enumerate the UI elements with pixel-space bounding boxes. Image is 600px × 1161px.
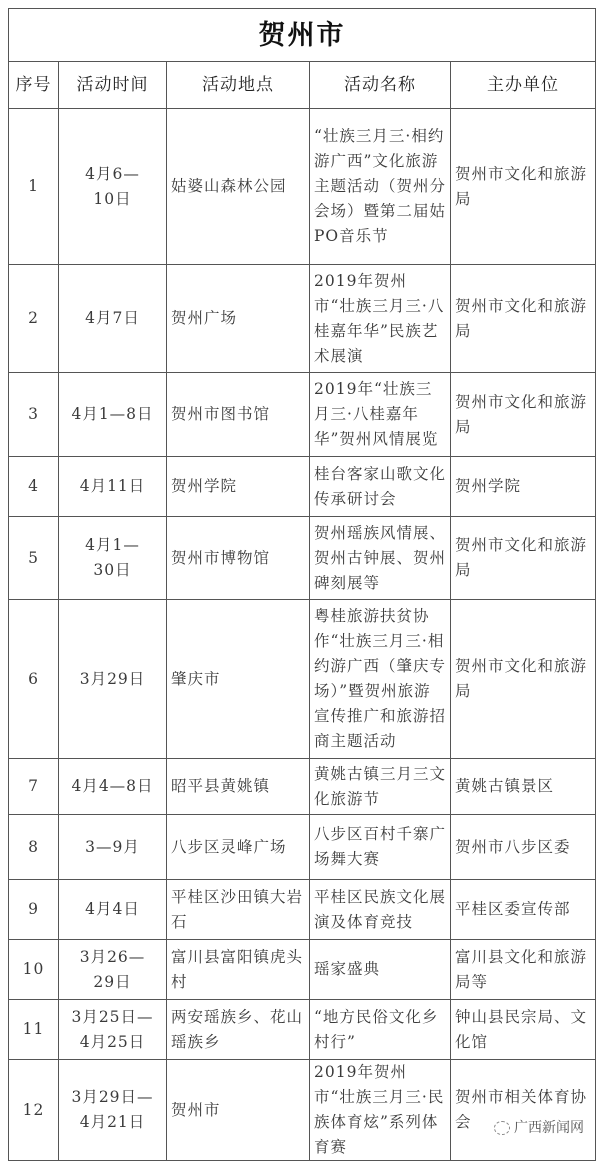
cell-no: 1 <box>9 109 59 265</box>
cell-no: 7 <box>9 759 59 815</box>
cell-place: 贺州市博物馆 <box>167 517 310 600</box>
header-time: 活动时间 <box>59 62 167 109</box>
cell-org: 平桂区委宣传部 <box>451 880 596 940</box>
table-row <box>9 759 596 815</box>
cell-place: 肇庆市 <box>167 600 310 759</box>
table-row <box>9 1000 596 1060</box>
table-row <box>9 940 596 1000</box>
cell-place: 两安瑶族乡、花山瑶族乡 <box>167 1000 310 1060</box>
table-row <box>9 457 596 517</box>
cell-place: 贺州学院 <box>167 457 310 517</box>
cell-no: 2 <box>9 265 59 373</box>
cell-place: 贺州广场 <box>167 265 310 373</box>
table-title: 贺州市 <box>9 9 596 62</box>
table-row <box>9 517 596 600</box>
cell-place: 富川县富阳镇虎头村 <box>167 940 310 1000</box>
cell-no: 4 <box>9 457 59 517</box>
cell-name: 平桂区民族文化展演及体育竞技 <box>310 880 451 940</box>
cell-no: 5 <box>9 517 59 600</box>
cell-no: 12 <box>9 1060 59 1161</box>
cell-time: 4月4—8日 <box>59 759 167 815</box>
watermark-text: 广西新闻网 <box>514 1120 584 1136</box>
header-row <box>9 62 596 109</box>
events-table <box>8 8 596 1161</box>
cell-org: 贺州学院 <box>451 457 596 517</box>
cell-name: 2019年“壮族三月三·八桂嘉年华”贺州风情展览 <box>310 373 451 457</box>
table-row <box>9 600 596 759</box>
cell-time: 4月4日 <box>59 880 167 940</box>
cell-name: 粤桂旅游扶贫协作“壮族三月三·相约游广西（肇庆专场）”暨贺州旅游宣传推广和旅游招商主题活动 <box>310 600 451 759</box>
cell-no: 9 <box>9 880 59 940</box>
table-row <box>9 1060 596 1161</box>
cell-place: 昭平县黄姚镇 <box>167 759 310 815</box>
cell-no: 8 <box>9 815 59 880</box>
cell-no: 3 <box>9 373 59 457</box>
cell-time: 4月1—8日 <box>59 373 167 457</box>
cell-org: 黄姚古镇景区 <box>451 759 596 815</box>
cell-place: 姑婆山森林公园 <box>167 109 310 265</box>
cell-time: 4月11日 <box>59 457 167 517</box>
header-no: 序号 <box>9 62 59 109</box>
cell-org: 贺州市相关体育协会 <box>451 1060 596 1161</box>
table-row <box>9 109 596 265</box>
cell-time: 4月7日 <box>59 265 167 373</box>
cell-name: “地方民俗文化乡村行” <box>310 1000 451 1060</box>
cell-time: 3月29日 <box>59 600 167 759</box>
cell-name: 贺州瑶族风情展、贺州古钟展、贺州碑刻展等 <box>310 517 451 600</box>
cell-place: 八步区灵峰广场 <box>167 815 310 880</box>
cell-time: 3—9月 <box>59 815 167 880</box>
cell-time: 3月26— 29日 <box>59 940 167 1000</box>
cell-time: 4月1— 30日 <box>59 517 167 600</box>
cell-place: 贺州市图书馆 <box>167 373 310 457</box>
watermark <box>492 1117 586 1137</box>
cell-time: 3月25日— 4月25日 <box>59 1000 167 1060</box>
cell-org: 贺州市文化和旅游局 <box>451 109 596 265</box>
table-row <box>9 373 596 457</box>
cell-name: “壮族三月三·相约游广西”文化旅游主题活动（贺州分会场）暨第二届姑PO音乐节 <box>310 109 451 265</box>
header-place: 活动地点 <box>167 62 310 109</box>
cell-time: 3月29日— 4月21日 <box>59 1060 167 1161</box>
cell-no: 6 <box>9 600 59 759</box>
cell-place: 平桂区沙田镇大岩石 <box>167 880 310 940</box>
cell-name: 2019年贺州市“壮族三月三·八桂嘉年华”民族艺术展演 <box>310 265 451 373</box>
cell-org: 富川县文化和旅游局等 <box>451 940 596 1000</box>
cell-name: 2019年贺州市“壮族三月三·民族体育炫”系列体育赛 <box>310 1060 451 1161</box>
cell-org: 贺州市八步区委 <box>451 815 596 880</box>
cell-org: 贺州市文化和旅游局 <box>451 517 596 600</box>
cell-org: 贺州市文化和旅游局 <box>451 600 596 759</box>
table-row <box>9 265 596 373</box>
wechat-icon <box>494 1121 510 1135</box>
cell-no: 10 <box>9 940 59 1000</box>
cell-no: 11 <box>9 1000 59 1060</box>
table-row <box>9 815 596 880</box>
cell-name: 八步区百村千寨广场舞大赛 <box>310 815 451 880</box>
header-org: 主办单位 <box>451 62 596 109</box>
table-row <box>9 880 596 940</box>
cell-org: 钟山县民宗局、文化馆 <box>451 1000 596 1060</box>
cell-org: 贺州市文化和旅游局 <box>451 373 596 457</box>
header-name: 活动名称 <box>310 62 451 109</box>
cell-place: 贺州市 <box>167 1060 310 1161</box>
cell-org: 贺州市文化和旅游局 <box>451 265 596 373</box>
cell-name: 瑶家盛典 <box>310 940 451 1000</box>
cell-time: 4月6— 10日 <box>59 109 167 265</box>
cell-name: 桂台客家山歌文化传承研讨会 <box>310 457 451 517</box>
cell-name: 黄姚古镇三月三文化旅游节 <box>310 759 451 815</box>
